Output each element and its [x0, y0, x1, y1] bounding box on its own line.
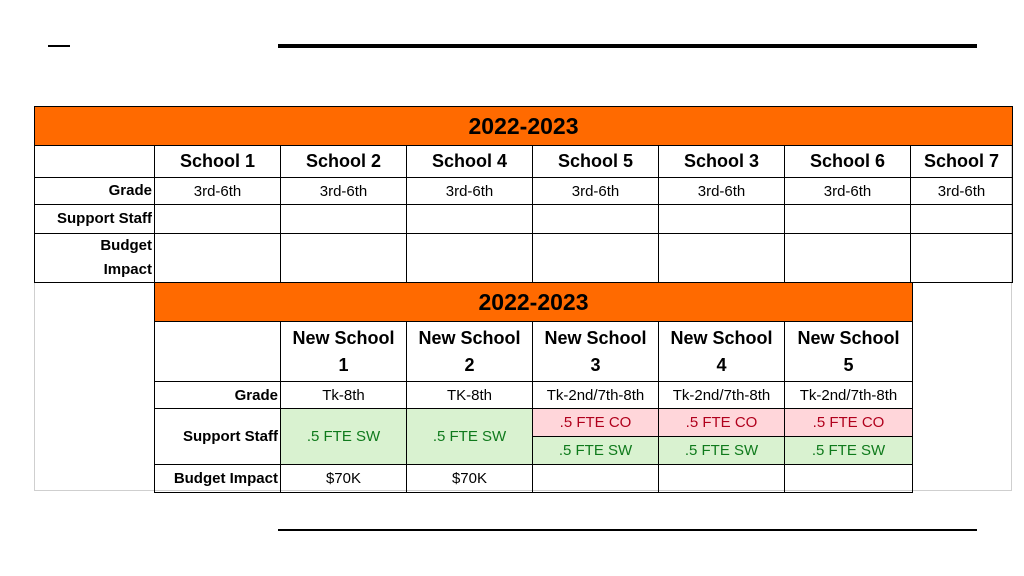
current-schools-table	[34, 106, 1013, 283]
table2-grade-cell: Tk-2nd/7th-8th	[533, 382, 659, 409]
table1-grade-cell: 3rd-6th	[533, 178, 659, 205]
table1-budget-cell	[155, 234, 281, 283]
school-number: 3	[590, 354, 601, 375]
table2-school-header	[407, 322, 533, 382]
table2-school-header	[281, 322, 407, 382]
table1-corner-cell	[35, 146, 155, 178]
table2-support-sw-cell: .5 FTE SW	[281, 409, 407, 465]
table1-budget-cell	[533, 234, 659, 283]
table1-budget-label-line1: Budget	[100, 237, 152, 254]
table2-corner-cell	[155, 322, 281, 382]
table1-support-cell	[659, 205, 785, 234]
table2-school-header	[533, 322, 659, 382]
table2-support-co-cell: .5 FTE CO	[533, 409, 659, 437]
school-number: 5	[843, 354, 854, 375]
table1-support-cell	[407, 205, 533, 234]
table1-school-header: School 6	[785, 146, 911, 178]
table1-support-staff-label: Support Staff	[35, 205, 155, 234]
table1-budget-label-line2: Impact	[103, 261, 152, 278]
table1-budget-label	[35, 234, 155, 283]
school-number: 2	[464, 354, 475, 375]
table1-support-cell	[155, 205, 281, 234]
school-name: New School	[544, 327, 647, 348]
table1-school-header: School 1	[155, 146, 281, 178]
table2-year-header: 2022-2023	[155, 283, 913, 322]
table2-budget-label: Budget Impact	[155, 465, 281, 493]
school-name: New School	[292, 327, 395, 348]
table1-budget-cell	[911, 234, 1013, 283]
table1-support-cell	[533, 205, 659, 234]
table2-support-sw-cell: .5 FTE SW	[659, 437, 785, 465]
table2-budget-cell: $70K	[281, 465, 407, 493]
table1-grade-cell: 3rd-6th	[785, 178, 911, 205]
table2-school-header	[659, 322, 785, 382]
table1-school-header: School 7	[911, 146, 1013, 178]
table2-grade-label: Grade	[155, 382, 281, 409]
table2-grade-cell: Tk-2nd/7th-8th	[785, 382, 913, 409]
table2-support-sw-cell: .5 FTE SW	[407, 409, 533, 465]
table1-support-cell	[785, 205, 911, 234]
school-number: 1	[338, 354, 349, 375]
table1-grade-cell: 3rd-6th	[659, 178, 785, 205]
top-rule	[278, 44, 977, 48]
title-dash	[48, 45, 70, 47]
table1-support-cell	[911, 205, 1013, 234]
table1-year-header: 2022-2023	[35, 107, 1013, 146]
table1-budget-cell	[659, 234, 785, 283]
table2-budget-cell	[659, 465, 785, 493]
table2-budget-cell	[785, 465, 913, 493]
bottom-rule	[278, 529, 977, 531]
table1-school-header: School 3	[659, 146, 785, 178]
table2-support-co-cell: .5 FTE CO	[785, 409, 913, 437]
table1-grade-cell: 3rd-6th	[407, 178, 533, 205]
table1-school-header: School 2	[281, 146, 407, 178]
table1-grade-cell: 3rd-6th	[281, 178, 407, 205]
school-number: 4	[716, 354, 727, 375]
school-name: New School	[797, 327, 900, 348]
table1-grade-cell: 3rd-6th	[911, 178, 1013, 205]
table2-grade-cell: Tk-2nd/7th-8th	[659, 382, 785, 409]
table2-grade-cell: TK-8th	[407, 382, 533, 409]
table2-support-staff-label: Support Staff	[155, 409, 281, 465]
table2-school-header	[785, 322, 913, 382]
table2-budget-cell	[533, 465, 659, 493]
table2-support-sw-cell: .5 FTE SW	[533, 437, 659, 465]
table1-grade-cell: 3rd-6th	[155, 178, 281, 205]
table1-budget-cell	[785, 234, 911, 283]
table2-support-sw-cell: .5 FTE SW	[785, 437, 913, 465]
table1-support-cell	[281, 205, 407, 234]
new-schools-table	[154, 282, 913, 493]
table2-grade-cell: Tk-8th	[281, 382, 407, 409]
school-name: New School	[418, 327, 521, 348]
table1-budget-cell	[281, 234, 407, 283]
table1-school-header: School 4	[407, 146, 533, 178]
table1-budget-cell	[407, 234, 533, 283]
table2-support-co-cell: .5 FTE CO	[659, 409, 785, 437]
table2-budget-cell: $70K	[407, 465, 533, 493]
school-name: New School	[670, 327, 773, 348]
table1-grade-label: Grade	[35, 178, 155, 205]
table1-school-header: School 5	[533, 146, 659, 178]
